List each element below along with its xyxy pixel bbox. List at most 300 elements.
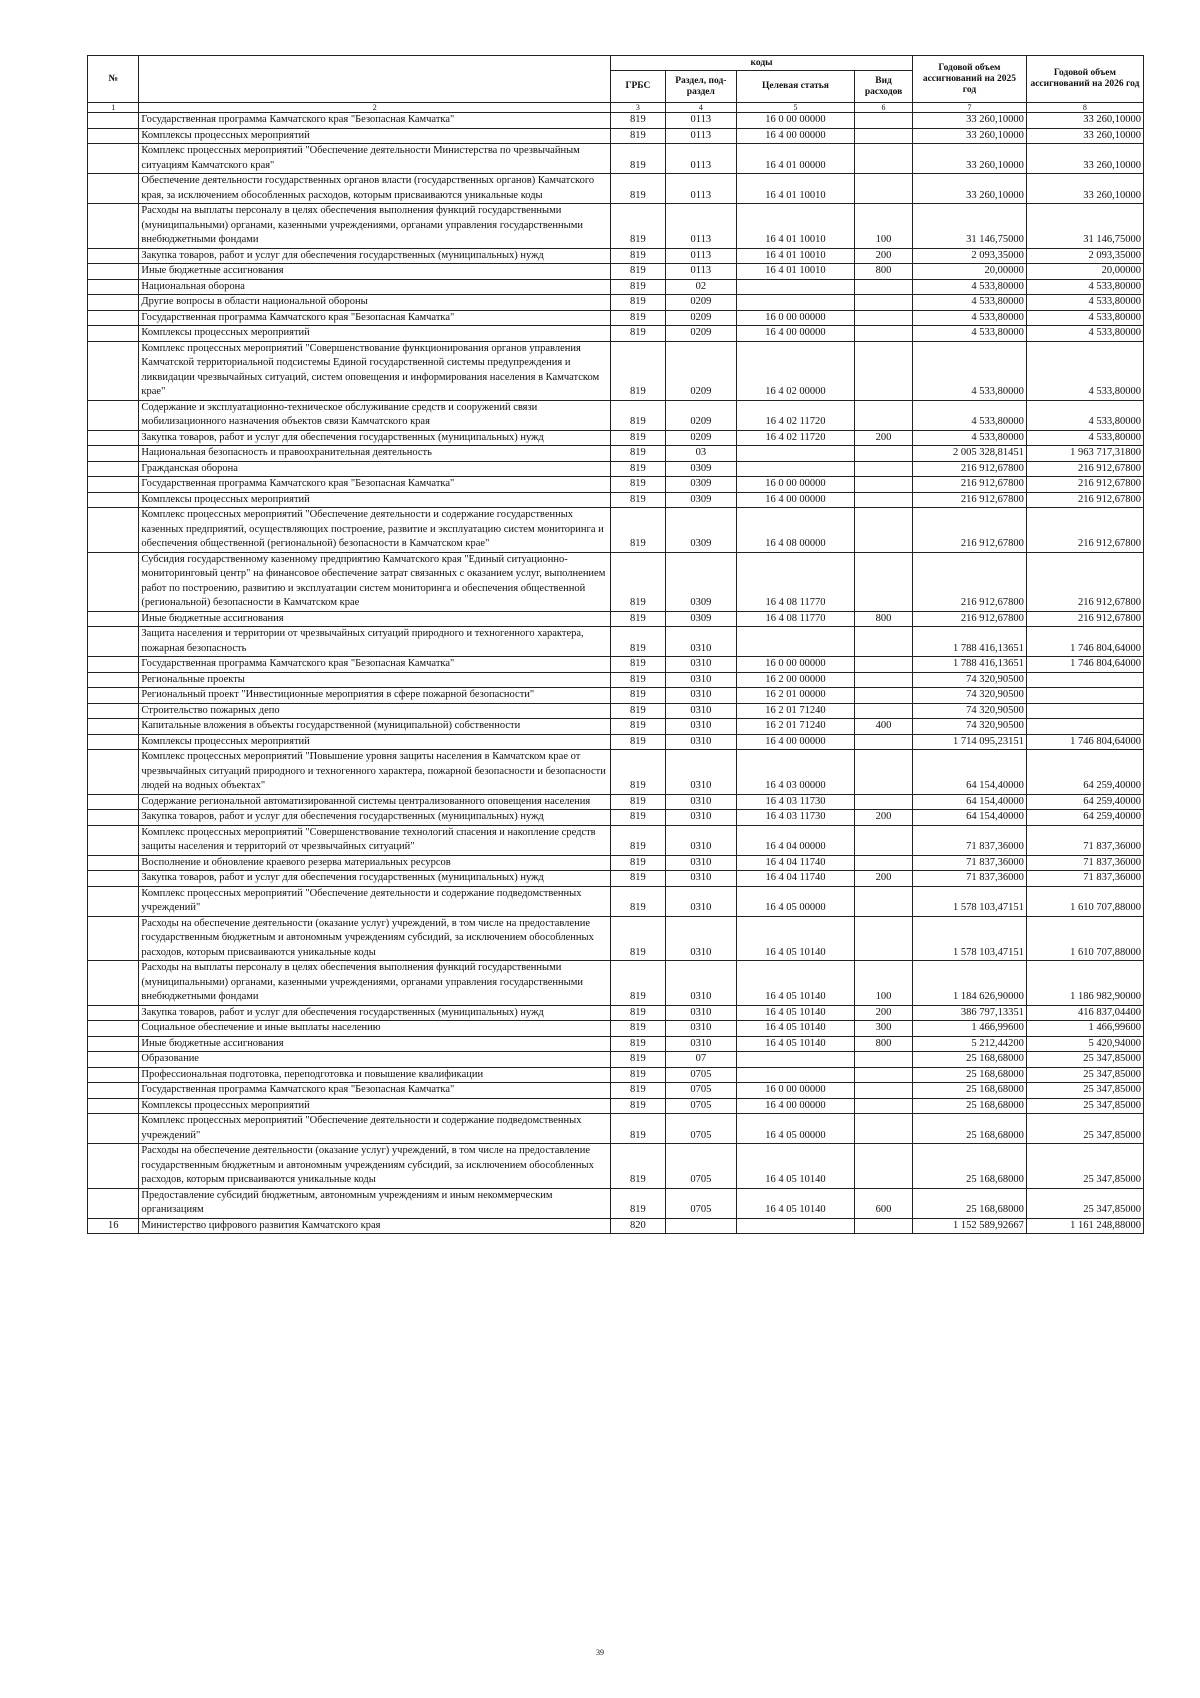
- row-name: Капитальные вложения в объекты государственной (муниципальной) собственности: [139, 719, 611, 735]
- amount-2025: 216 912,67800: [913, 552, 1027, 611]
- row-number: [88, 1098, 139, 1114]
- grbs-code: 819: [611, 113, 666, 129]
- row-name: Гражданская оборона: [139, 461, 611, 477]
- expense-type-code: 800: [855, 264, 913, 280]
- amount-2026: 1 963 717,31800: [1026, 446, 1143, 462]
- grbs-code: 819: [611, 1005, 666, 1021]
- table-row: [88, 703, 1144, 719]
- target-code: 16 4 05 10140: [736, 961, 854, 1006]
- amount-2025: 25 168,68000: [913, 1083, 1027, 1099]
- section-code: 0310: [665, 688, 736, 704]
- header-grbs: ГРБС: [611, 71, 666, 103]
- row-name: Профессиональная подготовка, переподготовка и повышение квалификации: [139, 1067, 611, 1083]
- row-name: Закупка товаров, работ и услуг для обеспечения государственных (муниципальных) нужд: [139, 810, 611, 826]
- grbs-code: 819: [611, 734, 666, 750]
- amount-2025: 1 578 103,47151: [913, 916, 1027, 961]
- target-code: 16 4 04 11740: [736, 871, 854, 887]
- table-row: [88, 1036, 1144, 1052]
- table-row: [88, 916, 1144, 961]
- table-row: [88, 1114, 1144, 1144]
- amount-2026: 25 347,85000: [1026, 1083, 1143, 1099]
- amount-2025: 25 168,68000: [913, 1098, 1027, 1114]
- grbs-code: 819: [611, 703, 666, 719]
- amount-2026: 4 533,80000: [1026, 341, 1143, 400]
- table-row: [88, 341, 1144, 400]
- column-number: 5: [736, 103, 854, 113]
- section-code: 0309: [665, 508, 736, 553]
- amount-2026: 2 093,35000: [1026, 248, 1143, 264]
- section-code: 0310: [665, 916, 736, 961]
- grbs-code: 819: [611, 279, 666, 295]
- grbs-code: 819: [611, 508, 666, 553]
- section-code: 03: [665, 446, 736, 462]
- row-number: [88, 144, 139, 174]
- expense-type-code: [855, 672, 913, 688]
- section-code: 0705: [665, 1114, 736, 1144]
- row-number: [88, 341, 139, 400]
- grbs-code: 819: [611, 341, 666, 400]
- row-name: Комплексы процессных мероприятий: [139, 1098, 611, 1114]
- row-number: [88, 248, 139, 264]
- target-code: [736, 1052, 854, 1068]
- expense-type-code: [855, 326, 913, 342]
- row-number: [88, 1067, 139, 1083]
- amount-2025: 25 168,68000: [913, 1052, 1027, 1068]
- grbs-code: 819: [611, 916, 666, 961]
- target-code: 16 0 00 00000: [736, 477, 854, 493]
- amount-2025: 4 533,80000: [913, 400, 1027, 430]
- section-code: 0705: [665, 1067, 736, 1083]
- row-number: [88, 508, 139, 553]
- amount-2025: 1 714 095,23151: [913, 734, 1027, 750]
- section-code: 0310: [665, 750, 736, 795]
- grbs-code: 819: [611, 310, 666, 326]
- table-row: [88, 461, 1144, 477]
- row-name: Иные бюджетные ассигнования: [139, 1036, 611, 1052]
- section-code: 0209: [665, 310, 736, 326]
- amount-2025: 64 154,40000: [913, 794, 1027, 810]
- expense-type-code: [855, 310, 913, 326]
- row-name: Социальное обеспечение и иные выплаты населению: [139, 1021, 611, 1037]
- section-code: 0209: [665, 430, 736, 446]
- target-code: 16 4 04 11740: [736, 855, 854, 871]
- amount-2026: [1026, 703, 1143, 719]
- section-code: 0209: [665, 400, 736, 430]
- amount-2026: 25 347,85000: [1026, 1052, 1143, 1068]
- target-code: 16 4 01 00000: [736, 144, 854, 174]
- target-code: 16 4 01 10010: [736, 264, 854, 280]
- row-number: [88, 492, 139, 508]
- target-code: 16 4 05 10140: [736, 1144, 854, 1189]
- row-number: 16: [88, 1218, 139, 1234]
- target-code: 16 4 05 00000: [736, 886, 854, 916]
- table-row: [88, 688, 1144, 704]
- amount-2025: 4 533,80000: [913, 279, 1027, 295]
- header-target: Целевая статья: [736, 71, 854, 103]
- target-code: 16 4 01 10010: [736, 248, 854, 264]
- row-name: Закупка товаров, работ и услуг для обеспечения государственных (муниципальных) нужд: [139, 871, 611, 887]
- amount-2026: 216 912,67800: [1026, 552, 1143, 611]
- expense-type-code: [855, 295, 913, 311]
- row-number: [88, 657, 139, 673]
- amount-2025: 1 152 589,92667: [913, 1218, 1027, 1234]
- expense-type-code: 600: [855, 1188, 913, 1218]
- target-code: 16 4 00 00000: [736, 1098, 854, 1114]
- grbs-code: 819: [611, 825, 666, 855]
- section-code: 0705: [665, 1144, 736, 1189]
- amount-2025: 5 212,44200: [913, 1036, 1027, 1052]
- row-number: [88, 174, 139, 204]
- expense-type-code: [855, 825, 913, 855]
- table-row: [88, 248, 1144, 264]
- amount-2025: 2 093,35000: [913, 248, 1027, 264]
- expense-type-code: [855, 794, 913, 810]
- row-name: Министерство цифрового развития Камчатского края: [139, 1218, 611, 1234]
- row-number: [88, 461, 139, 477]
- table-row: [88, 400, 1144, 430]
- grbs-code: 819: [611, 810, 666, 826]
- expense-type-code: [855, 1052, 913, 1068]
- expense-type-code: 200: [855, 248, 913, 264]
- amount-2025: 33 260,10000: [913, 144, 1027, 174]
- grbs-code: 819: [611, 248, 666, 264]
- grbs-code: 819: [611, 855, 666, 871]
- table-row: [88, 1188, 1144, 1218]
- grbs-code: 819: [611, 1052, 666, 1068]
- table-row: [88, 128, 1144, 144]
- section-code: 0310: [665, 719, 736, 735]
- table-row: [88, 1098, 1144, 1114]
- row-name: Комплекс процессных мероприятий "Совершенствование функционирования органов управления Камчатской территориальной подсистемы Единой государственной системы предупреждения и ликвидации чрезвычайных ситуаций, систем оповещения и информирования населения в Камчатском крае": [139, 341, 611, 400]
- section-code: 02: [665, 279, 736, 295]
- row-name: Субсидия государственному казенному предприятию Камчатского края "Единый ситуационно-мониторинговый центр" на финансовое обеспечение затрат связанных с оказанием услуг, выполнением работ по построению, развитию и эксплуатации систем мониторинга и обеспечения общественной (региональной) безопасности в Камчатском крае: [139, 552, 611, 611]
- row-number: [88, 734, 139, 750]
- grbs-code: 819: [611, 627, 666, 657]
- table-row: [88, 1083, 1144, 1099]
- amount-2026: 1 746 804,64000: [1026, 657, 1143, 673]
- row-number: [88, 1036, 139, 1052]
- target-code: 16 2 01 71240: [736, 703, 854, 719]
- table-row: [88, 446, 1144, 462]
- row-name: Комплексы процессных мероприятий: [139, 734, 611, 750]
- target-code: 16 4 02 11720: [736, 400, 854, 430]
- amount-2025: 74 320,90500: [913, 672, 1027, 688]
- amount-2025: 33 260,10000: [913, 113, 1027, 129]
- amount-2026: 4 533,80000: [1026, 310, 1143, 326]
- row-name: Государственная программа Камчатского края "Безопасная Камчатка": [139, 657, 611, 673]
- target-code: [736, 295, 854, 311]
- row-number: [88, 916, 139, 961]
- target-code: [736, 1218, 854, 1234]
- row-name: Закупка товаров, работ и услуг для обеспечения государственных (муниципальных) нужд: [139, 248, 611, 264]
- expense-type-code: [855, 174, 913, 204]
- table-row: [88, 1052, 1144, 1068]
- amount-2025: 4 533,80000: [913, 295, 1027, 311]
- section-code: 0113: [665, 144, 736, 174]
- target-code: 16 4 02 11720: [736, 430, 854, 446]
- amount-2025: 31 146,75000: [913, 204, 1027, 249]
- table-row: [88, 672, 1144, 688]
- grbs-code: 819: [611, 672, 666, 688]
- row-name: Обеспечение деятельности государственных органов власти (государственных органов) Камчатского края, за исключением обособленных расходов, которым присваиваются уникальные коды: [139, 174, 611, 204]
- expense-type-code: [855, 1218, 913, 1234]
- expense-type-code: [855, 1144, 913, 1189]
- table-row: [88, 1005, 1144, 1021]
- amount-2025: 74 320,90500: [913, 719, 1027, 735]
- amount-2026: 216 912,67800: [1026, 611, 1143, 627]
- grbs-code: 819: [611, 657, 666, 673]
- amount-2026: 5 420,94000: [1026, 1036, 1143, 1052]
- section-code: 0310: [665, 810, 736, 826]
- amount-2025: 71 837,36000: [913, 855, 1027, 871]
- expense-type-code: [855, 400, 913, 430]
- expense-type-code: 200: [855, 810, 913, 826]
- grbs-code: 819: [611, 144, 666, 174]
- page-number: 39: [596, 1648, 604, 1657]
- expense-type-code: [855, 1067, 913, 1083]
- expense-type-code: [855, 279, 913, 295]
- row-number: [88, 688, 139, 704]
- amount-2025: 25 168,68000: [913, 1114, 1027, 1144]
- column-number: 8: [1026, 103, 1143, 113]
- column-number: 7: [913, 103, 1027, 113]
- expense-type-code: [855, 461, 913, 477]
- amount-2025: 1 788 416,13651: [913, 657, 1027, 673]
- amount-2026: 71 837,36000: [1026, 825, 1143, 855]
- target-code: 16 4 08 00000: [736, 508, 854, 553]
- row-number: [88, 855, 139, 871]
- expense-type-code: 100: [855, 204, 913, 249]
- amount-2026: 216 912,67800: [1026, 508, 1143, 553]
- grbs-code: 819: [611, 128, 666, 144]
- expense-type-code: [855, 627, 913, 657]
- section-code: 0310: [665, 627, 736, 657]
- header-section: Раздел, под-раздел: [665, 71, 736, 103]
- grbs-code: 819: [611, 688, 666, 704]
- expense-type-code: [855, 657, 913, 673]
- grbs-code: 819: [611, 400, 666, 430]
- table-row: [88, 174, 1144, 204]
- expense-type-code: [855, 734, 913, 750]
- section-code: 07: [665, 1052, 736, 1068]
- expense-type-code: [855, 446, 913, 462]
- amount-2025: 216 912,67800: [913, 508, 1027, 553]
- target-code: 16 2 00 00000: [736, 672, 854, 688]
- amount-2026: [1026, 688, 1143, 704]
- expense-type-code: 100: [855, 961, 913, 1006]
- row-name: Национальная безопасность и правоохранительная деятельность: [139, 446, 611, 462]
- amount-2025: 2 005 328,81451: [913, 446, 1027, 462]
- amount-2026: 416 837,04400: [1026, 1005, 1143, 1021]
- table-row: [88, 310, 1144, 326]
- table-row: [88, 1218, 1144, 1234]
- row-number: [88, 961, 139, 1006]
- amount-2026: 64 259,40000: [1026, 750, 1143, 795]
- target-code: 16 4 05 10140: [736, 1005, 854, 1021]
- amount-2026: 33 260,10000: [1026, 144, 1143, 174]
- section-code: 0705: [665, 1098, 736, 1114]
- budget-table: [87, 55, 1144, 1234]
- table-row: [88, 430, 1144, 446]
- row-name: Закупка товаров, работ и услуг для обеспечения государственных (муниципальных) нужд: [139, 1005, 611, 1021]
- expense-type-code: [855, 703, 913, 719]
- row-number: [88, 552, 139, 611]
- amount-2025: 71 837,36000: [913, 871, 1027, 887]
- grbs-code: 819: [611, 886, 666, 916]
- section-code: 0113: [665, 128, 736, 144]
- row-name: Другие вопросы в области национальной обороны: [139, 295, 611, 311]
- section-code: 0113: [665, 113, 736, 129]
- grbs-code: 819: [611, 326, 666, 342]
- target-code: 16 4 00 00000: [736, 492, 854, 508]
- column-numbering-row: [88, 103, 1144, 113]
- amount-2026: 1 746 804,64000: [1026, 627, 1143, 657]
- header-name: [139, 56, 611, 103]
- amount-2025: 64 154,40000: [913, 750, 1027, 795]
- row-name: Содержание региональной автоматизированной системы централизованного оповещения населения: [139, 794, 611, 810]
- target-code: 16 4 00 00000: [736, 128, 854, 144]
- header-2025: Годовой объем ассигнований на 2025 год: [913, 56, 1027, 103]
- amount-2026: 25 347,85000: [1026, 1188, 1143, 1218]
- amount-2026: 4 533,80000: [1026, 295, 1143, 311]
- expense-type-code: 200: [855, 430, 913, 446]
- amount-2026: 4 533,80000: [1026, 430, 1143, 446]
- row-name: Комплекс процессных мероприятий "Обеспечение деятельности и содержание подведомственных учреждений": [139, 1114, 611, 1144]
- amount-2025: 25 168,68000: [913, 1144, 1027, 1189]
- section-code: 0113: [665, 204, 736, 249]
- grbs-code: 819: [611, 1188, 666, 1218]
- expense-type-code: 200: [855, 1005, 913, 1021]
- amount-2025: 20,00000: [913, 264, 1027, 280]
- row-number: [88, 1021, 139, 1037]
- row-number: [88, 400, 139, 430]
- table-row: [88, 886, 1144, 916]
- grbs-code: 819: [611, 1114, 666, 1144]
- row-name: Государственная программа Камчатского края "Безопасная Камчатка": [139, 113, 611, 129]
- table-row: [88, 144, 1144, 174]
- grbs-code: 819: [611, 1083, 666, 1099]
- amount-2025: 1 578 103,47151: [913, 886, 1027, 916]
- grbs-code: 819: [611, 1021, 666, 1037]
- section-code: 0309: [665, 477, 736, 493]
- row-number: [88, 672, 139, 688]
- target-code: 16 4 02 00000: [736, 341, 854, 400]
- row-name: Расходы на обеспечение деятельности (оказание услуг) учреждений, в том числе на предоставление государственным бюджетным и автономным учреждениям субсидий, за исключением обособленных расходов, которым присваиваются уникальные коды: [139, 916, 611, 961]
- amount-2026: 33 260,10000: [1026, 128, 1143, 144]
- table-row: [88, 279, 1144, 295]
- target-code: 16 4 00 00000: [736, 734, 854, 750]
- amount-2026: 31 146,75000: [1026, 204, 1143, 249]
- table-row: [88, 719, 1144, 735]
- row-number: [88, 113, 139, 129]
- grbs-code: 819: [611, 446, 666, 462]
- amount-2026: [1026, 719, 1143, 735]
- row-number: [88, 264, 139, 280]
- header-codes: коды: [611, 56, 913, 71]
- amount-2025: 4 533,80000: [913, 310, 1027, 326]
- row-number: [88, 794, 139, 810]
- row-number: [88, 310, 139, 326]
- row-name: Государственная программа Камчатского края "Безопасная Камчатка": [139, 310, 611, 326]
- expense-type-code: [855, 128, 913, 144]
- amount-2025: 1 184 626,90000: [913, 961, 1027, 1006]
- expense-type-code: [855, 113, 913, 129]
- row-number: [88, 430, 139, 446]
- amount-2025: 1 466,99600: [913, 1021, 1027, 1037]
- target-code: 16 4 01 10010: [736, 174, 854, 204]
- section-code: 0209: [665, 341, 736, 400]
- target-code: 16 4 04 00000: [736, 825, 854, 855]
- grbs-code: 819: [611, 961, 666, 1006]
- amount-2025: 216 912,67800: [913, 492, 1027, 508]
- table-row: [88, 871, 1144, 887]
- expense-type-code: 800: [855, 611, 913, 627]
- table-row: [88, 492, 1144, 508]
- row-name: Комплекс процессных мероприятий "Обеспечение деятельности Министерства по чрезвычайным ситуациям Камчатского края": [139, 144, 611, 174]
- expense-type-code: [855, 492, 913, 508]
- grbs-code: 819: [611, 264, 666, 280]
- section-code: 0705: [665, 1083, 736, 1099]
- row-name: Предоставление субсидий бюджетным, автономным учреждениям и иным некоммерческим организациям: [139, 1188, 611, 1218]
- table-row: [88, 264, 1144, 280]
- section-code: 0310: [665, 1021, 736, 1037]
- amount-2025: 386 797,13351: [913, 1005, 1027, 1021]
- section-code: 0113: [665, 248, 736, 264]
- section-code: 0113: [665, 264, 736, 280]
- amount-2025: 71 837,36000: [913, 825, 1027, 855]
- row-name: Комплексы процессных мероприятий: [139, 492, 611, 508]
- amount-2026: 25 347,85000: [1026, 1144, 1143, 1189]
- row-number: [88, 1052, 139, 1068]
- amount-2025: 25 168,68000: [913, 1188, 1027, 1218]
- target-code: 16 4 05 10140: [736, 1021, 854, 1037]
- target-code: 16 2 01 00000: [736, 688, 854, 704]
- expense-type-code: 800: [855, 1036, 913, 1052]
- row-number: [88, 825, 139, 855]
- grbs-code: 819: [611, 1098, 666, 1114]
- section-code: 0309: [665, 492, 736, 508]
- amount-2026: 64 259,40000: [1026, 794, 1143, 810]
- amount-2026: 1 746 804,64000: [1026, 734, 1143, 750]
- column-number: 4: [665, 103, 736, 113]
- row-name: Иные бюджетные ассигнования: [139, 611, 611, 627]
- row-name: Региональные проекты: [139, 672, 611, 688]
- row-name: Комплекс процессных мероприятий "Обеспечение деятельности и содержание государственных казенных предприятий, осуществляющих построение, развитие и эксплуатацию систем мониторинга и обеспечения общественной (региональной) безопасности в Камчатском крае": [139, 508, 611, 553]
- target-code: 16 0 00 00000: [736, 113, 854, 129]
- table-row: [88, 1021, 1144, 1037]
- amount-2026: 216 912,67800: [1026, 492, 1143, 508]
- section-code: 0310: [665, 672, 736, 688]
- table-row: [88, 825, 1144, 855]
- section-code: [665, 1218, 736, 1234]
- section-code: 0309: [665, 552, 736, 611]
- table-row: [88, 734, 1144, 750]
- table-row: [88, 113, 1144, 129]
- amount-2026: [1026, 672, 1143, 688]
- expense-type-code: 200: [855, 871, 913, 887]
- grbs-code: 819: [611, 750, 666, 795]
- section-code: 0310: [665, 1005, 736, 1021]
- expense-type-code: [855, 750, 913, 795]
- expense-type-code: [855, 855, 913, 871]
- table-row: [88, 750, 1144, 795]
- section-code: 0310: [665, 871, 736, 887]
- section-code: 0309: [665, 461, 736, 477]
- row-name: Комплекс процессных мероприятий "Обеспечение деятельности и содержание подведомственных учреждений": [139, 886, 611, 916]
- row-number: [88, 477, 139, 493]
- amount-2026: 4 533,80000: [1026, 326, 1143, 342]
- target-code: 16 4 05 00000: [736, 1114, 854, 1144]
